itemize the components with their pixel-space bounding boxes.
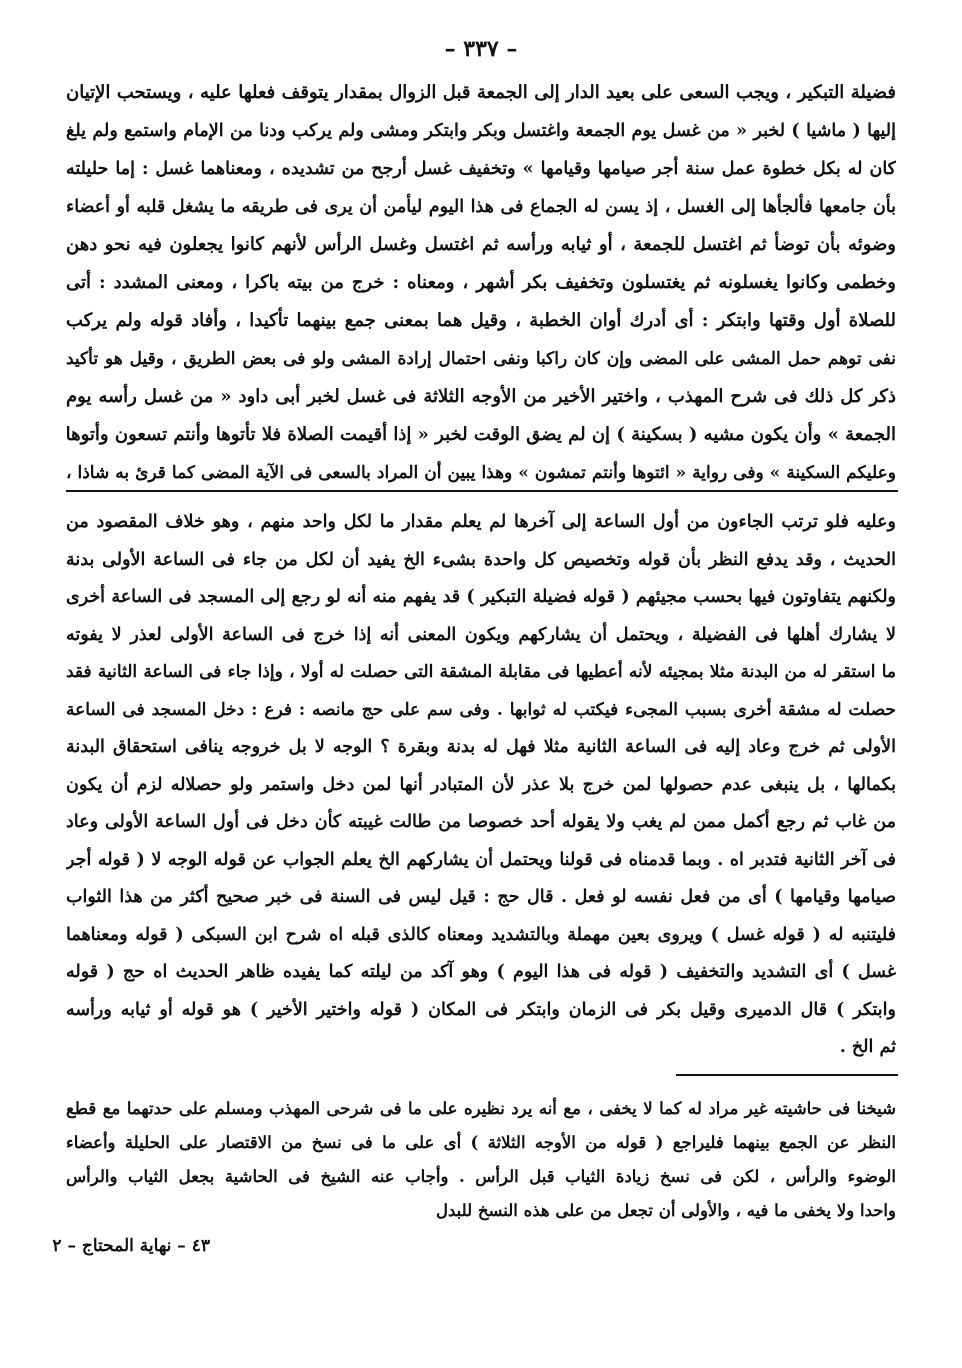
footnote-line: واحدا ولا يخفى ما فيه ، والأولى أن تجعل من على هذه النسخ للبدل — [436, 1201, 896, 1220]
footnote-line: شيخنا فى حاشيته غير مراد له كما لا يخفى ، مع أنه يرد نظيره على ما فى شرحى المهذب ومسلم على حدتهما مع قطع — [66, 1099, 896, 1118]
commentary-line: فى آخر الثانية فتدبر اه . وبما قدمناه فى قولنا ويحتمل أن يشاركهم الخ يعلم الجواب عن قوله الوجه لا ( قوله أجر — [66, 849, 896, 870]
commentary-text-block — [66, 504, 896, 1067]
section-divider — [66, 490, 898, 492]
commentary-line: غسل ) أى التشديد والتخفيف ( قوله فى هذا اليوم ) وهو آكد من ليلته كما يفيده ظاهر الحديث اه حج ( قوله — [66, 962, 896, 982]
main-text-line: وضوئه بأن توضأ ثم اغتسل للجمعة ، أو ثيابه ورأسه ثم اغتسل وغسل الرأس لأنهم كانوا يجعلون فيه نحو دهن — [66, 234, 896, 255]
main-text-line: نفى توهم حمل المشى على المضى وإن كان راكبا ونفى احتمال إرادة المشى ولو فى بعض الطريق ، وقيل هو تأكيد — [66, 349, 896, 369]
main-text-block — [66, 74, 896, 492]
main-text-line: فضيلة التبكير ، ويجب السعى على بعيد الدار إلى الجمعة قبل الزوال بمقدار يتوقف فعلها عليه ، ويستحب الإتيان — [66, 82, 896, 103]
main-text-line: للصلاة أول وقتها وابتكر : أى أدرك أوان الخطبة ، وقيل هما بمعنى جمع بينهما تأكيدا ، وأفاد قوله ولم يركب — [66, 310, 896, 331]
footnote-divider — [676, 1074, 898, 1076]
main-text-line: بأن جامعها فألجأها إلى الغسل ، إذ يسن له الجماع فى هذا اليوم ليأمن أن يرى فى طريقه ما يشغل قلبه أو أعضاء — [66, 197, 896, 217]
commentary-line: وعليه فلو ترتب الجاءون من أول الساعة إلى آخرها لم يعلم مقدار ما لكل واحد منهم ، وهو خلاف المقصود من — [66, 512, 896, 532]
commentary-line: ولكنهم يتفاوتون فيها بحسب مجيئهم ( قوله فضيلة التبكير ) قد يفهم منه أنه لو رجع إلى المسجد فى الساعة أخرى — [66, 587, 896, 607]
footnote-line: الوضوء والرأس ، لكن فى نسخ زيادة الثياب قبل الرأس . وأجاب عنه الشيخ فى الحاشية بجعل الثياب والرأس — [66, 1167, 896, 1186]
commentary-line: من غاب ثم رجع أكمل ممن لم يغب ولا يقوله أحد خصوصا من طالت غيبته كأن دخل فى أول الساعة الأولى وعاد — [66, 812, 896, 832]
commentary-line: صيامها وقيامها ) أى من فعل نفسه لو فعل . قال حج : قيل ليس فى السنة فى خبر صحيح أكثر من هذا الثواب — [66, 887, 896, 907]
commentary-line: لا يشارك أهلها فى الفضيلة ، ويحتمل أن يشاركهم ويكون المعنى أنه إذا خرج فى الساعة الأولى لعذر لا يفوته — [66, 624, 896, 645]
commentary-line: الحديث ، وقد يدفع النظر بأن قوله وتخصيص كل واحدة بشىء الخ يفيد أن لكل من جاء فى الساعة الأولى بدنة — [66, 549, 896, 570]
main-text-line: إليها ( ماشيا ) لخبر « من غسل يوم الجمعة واغتسل وبكر وابتكر ومشى ولم يركب ودنا من الإمام واستمع ولم يلغ — [66, 121, 896, 141]
page-number: – ٣٣٧ – — [444, 36, 518, 62]
main-text-line: وخطمى وكانوا يغسلونه ثم يغتسلون وتخفيف بكر أشهر ، ومعناه : خرج من بيته باكرا ، ومعنى المشدد : أتى — [66, 272, 896, 293]
main-text-line: ذكر كل ذلك فى شرح المهذب ، واختير الأخير من الأوجه الثلاثة فى غسل لخبر أبى داود « من غسل رأسه يوم — [66, 386, 896, 407]
main-text-line: كان له بكل خطوة عمل سنة أجر صيامها وقيامها » وتخفيف غسل أرجح من تشديده ، ومعناهما غسل : إما حليلته — [66, 159, 896, 179]
commentary-line: بكمالها ، بل ينبغى عدم حصولها لمن خرج بلا عذر لأن المتبادر أنها لمن دخل واستمر ولو حصلاله لزم أن يكون — [66, 774, 896, 795]
commentary-line: ما استقر له من البدنة مثلا بمجيئه لأنه أعطيها فى مقابلة المشقة التى حصلت له أولا ، وإذا جاء فى الساعة الثانية فقد — [66, 662, 896, 682]
commentary-line: ثم الخ . — [839, 1037, 896, 1057]
commentary-line: فليتنبه له ( قوله غسل ) ويروى بعين مهملة وبالتشديد ومعناه كالذى قبله اه شرح ابن السبكى ( قوله ومعناهما — [66, 924, 896, 945]
footnote-line: النظر عن الجمع بينهما فليراجع ( قوله من الأوجه الثلاثة ) أى على ما فى نسخ من الاقتصار على الحليلة وأعضاء — [66, 1133, 896, 1152]
footnote-text-block — [66, 1092, 896, 1228]
commentary-line: وابتكر ) قال الدميرى وقيل بكر فى الزمان وابتكر فى المكان ( قوله واختير الأخير ) هو قوله أو ثيابه ورأسه — [66, 999, 896, 1020]
commentary-line: الأولى ثم خرج وعاد إليه فى الساعة الثانية مثلا فهل له بدنة وبقرة ؟ الوجه لا بل خروجه ينافى استحقاق البدنة — [66, 737, 896, 757]
footer-signature: ٤٣ – نهاية المحتاج – ٢ — [52, 1236, 210, 1256]
main-text-line: وعليكم السكينة » وفى رواية « ائتوها وأنتم تمشون » وهذا يبين أن المراد بالسعى فى الآية المضى كما قرئ به شاذا ، — [66, 463, 896, 483]
main-text-line: الجمعة » وأن يكون مشيه ( بسكينة ) إن لم يضق الوقت لخبر « إذا أقيمت الصلاة فلا تأتوها وأنتم تسعون وأتوها — [66, 424, 896, 445]
commentary-line: حصلت له مشقة أخرى بسبب المجىء فيكتب له ثوابها . وفى سم على حج مانصه : فرع : دخل المسجد فى الساعة — [66, 699, 896, 720]
